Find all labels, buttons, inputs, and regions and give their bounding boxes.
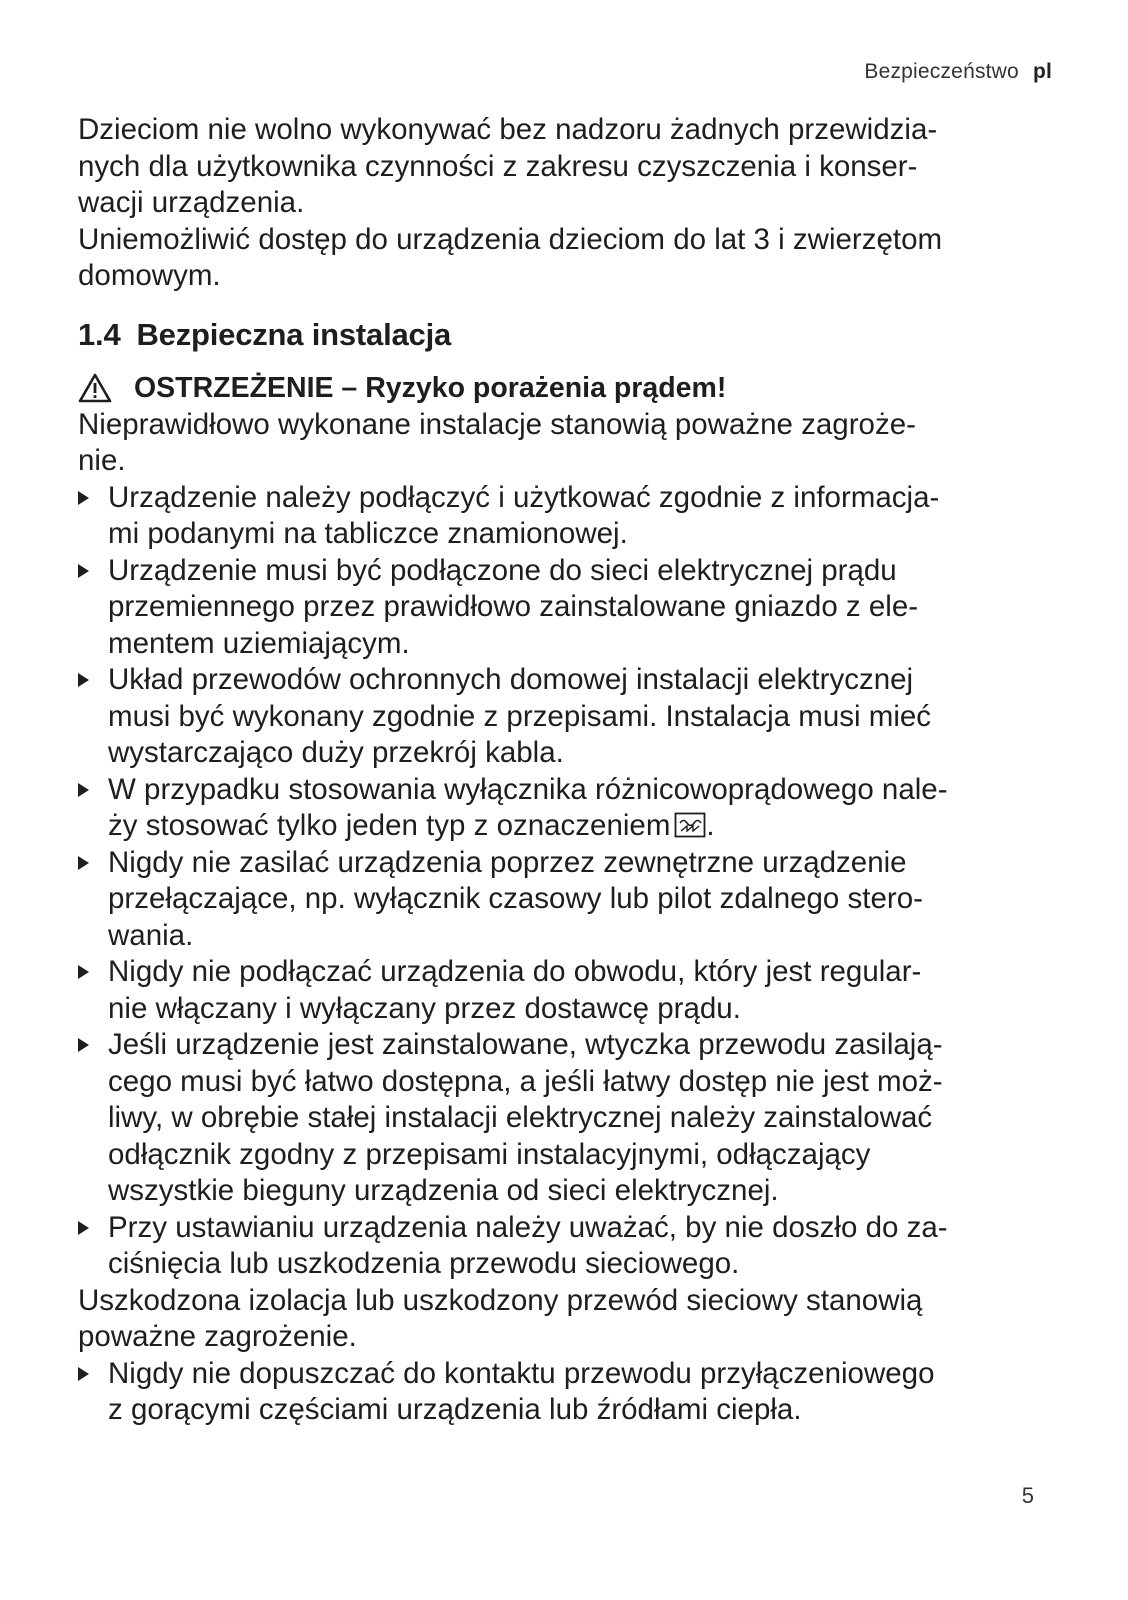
warning-triangle-icon: [78, 373, 112, 403]
instruction-item: [78, 1027, 1068, 1210]
warning-heading: [78, 369, 1068, 407]
text-line: wacji urządzenia.: [78, 186, 305, 219]
instruction-item: [78, 553, 1068, 663]
instruction-item: [78, 1356, 1068, 1429]
hazard-statement-1: [78, 407, 1068, 480]
text-fragment: .: [706, 809, 715, 842]
section-title: Bezpieczna instalacja: [136, 316, 452, 352]
text-line: Urządzenie musi być podłączone do sieci elektrycznej prądu: [108, 553, 897, 587]
text-line: nie.: [78, 444, 126, 477]
text-line: W przypadku stosowania wyłącznika różnicowoprądowego nale-: [108, 772, 948, 806]
text-line: odłącznik zgodny z przepisami instalacyjnymi, odłączający: [108, 1137, 871, 1171]
bullet-arrow-icon: [78, 1367, 89, 1381]
header-section-name: Bezpieczeństwo: [864, 60, 1019, 83]
text-fragment: ży stosować tylko jeden typ z oznaczeniem: [108, 809, 671, 842]
text-line: Nigdy nie podłączać urządzenia do obwodu, który jest regular-: [108, 955, 922, 988]
text-line: Nigdy nie dopuszczać do kontaktu przewodu przyłączeniowego: [108, 1356, 935, 1390]
text-line: Jeśli urządzenie jest zainstalowane, wtyczka przewodu zasilają-: [108, 1028, 943, 1061]
intro-paragraph-2: [78, 222, 1068, 295]
text-line-with-symbol: [108, 808, 1068, 845]
text-line: mentem uziemiającym.: [108, 626, 410, 660]
text-line: poważne zagrożenie.: [78, 1320, 357, 1353]
text-line: musi być wykonany zgodnie z przepisami. Instalacja musi mieć: [108, 699, 932, 733]
instruction-item: [78, 772, 1068, 845]
bullet-arrow-icon: [78, 673, 89, 687]
text-line: nych dla użytkownika czynności z zakresu czyszczenia i konser-: [78, 149, 918, 183]
page-content: [78, 112, 1068, 1429]
text-line: wystarczająco duży przekrój kabla.: [108, 736, 564, 769]
text-line: mi podanymi na tabliczce znamionowej.: [108, 517, 628, 550]
text-line: Urządzenie należy podłączyć i użytkować zgodnie z informacja-: [108, 480, 940, 514]
instruction-item: [78, 954, 1068, 1027]
text-line: wszystkie bieguny urządzenia od sieci elektrycznej.: [108, 1174, 779, 1207]
text-line: Dzieciom nie wolno wykonywać bez nadzoru żadnych przewidzia-: [78, 113, 938, 146]
instruction-list-2: [78, 1356, 1068, 1429]
bullet-arrow-icon: [78, 856, 89, 870]
text-line: Przy ustawianiu urządzenia należy uważać, by nie doszło do za-: [108, 1210, 948, 1244]
instruction-list-1: [78, 480, 1068, 1283]
bullet-arrow-icon: [78, 1038, 89, 1052]
instruction-item: [78, 480, 1068, 553]
text-line: Uniemożliwić dostęp do urządzenia dzieciom do lat 3 i zwierzętom: [78, 222, 943, 256]
text-line: przełączające, np. wyłącznik czasowy lub pilot zdalnego stero-: [108, 882, 923, 915]
text-line: nie włączany i wyłączany przez dostawcę prądu.: [108, 991, 741, 1025]
instruction-item: [78, 1210, 1068, 1283]
header-language-code: pl: [1032, 60, 1052, 83]
text-line: Uszkodzona izolacja lub uszkodzony przewód sieciowy stanowią: [78, 1283, 923, 1317]
text-line: ciśnięcia lub uszkodzenia przewodu sieciowego.: [108, 1247, 740, 1280]
bullet-arrow-icon: [78, 564, 89, 578]
section-heading: [78, 315, 1068, 355]
rcd-type-symbol-icon: [674, 812, 706, 838]
text-line: Nieprawidłowo wykonane instalacje stanowią poważne zagroże-: [78, 407, 916, 441]
text-line: cego musi być łatwo dostępna, a jeśli łatwy dostęp nie jest moż-: [108, 1064, 943, 1098]
text-line: Układ przewodów ochronnych domowej instalacji elektrycznej: [108, 663, 914, 696]
running-header: [864, 60, 1052, 84]
bullet-arrow-icon: [78, 491, 89, 505]
instruction-item: [78, 845, 1068, 955]
bullet-arrow-icon: [78, 965, 89, 979]
hazard-statement-2: [78, 1283, 1068, 1356]
text-line: z gorącymi częściami urządzenia lub źródłami ciepła.: [108, 1393, 802, 1426]
instruction-item: [78, 662, 1068, 772]
text-line: przemiennego przez prawidłowo zainstalowane gniazdo z ele-: [108, 590, 919, 623]
bullet-arrow-icon: [78, 783, 89, 797]
text-line: wania.: [108, 918, 194, 952]
text-line: domowym.: [78, 259, 221, 292]
text-line: Nigdy nie zasilać urządzenia poprzez zewnętrzne urządzenie: [108, 845, 907, 879]
warning-text: OSTRZEŻENIE – Ryzyko porażenia prądem!: [134, 371, 727, 404]
intro-paragraph-1: [78, 112, 1068, 222]
page-number: 5: [1021, 1483, 1034, 1508]
section-number: 1.4: [78, 316, 121, 352]
text-line: liwy, w obrębie stałej instalacji elektrycznej należy zainstalować: [108, 1101, 933, 1134]
bullet-arrow-icon: [78, 1221, 89, 1235]
